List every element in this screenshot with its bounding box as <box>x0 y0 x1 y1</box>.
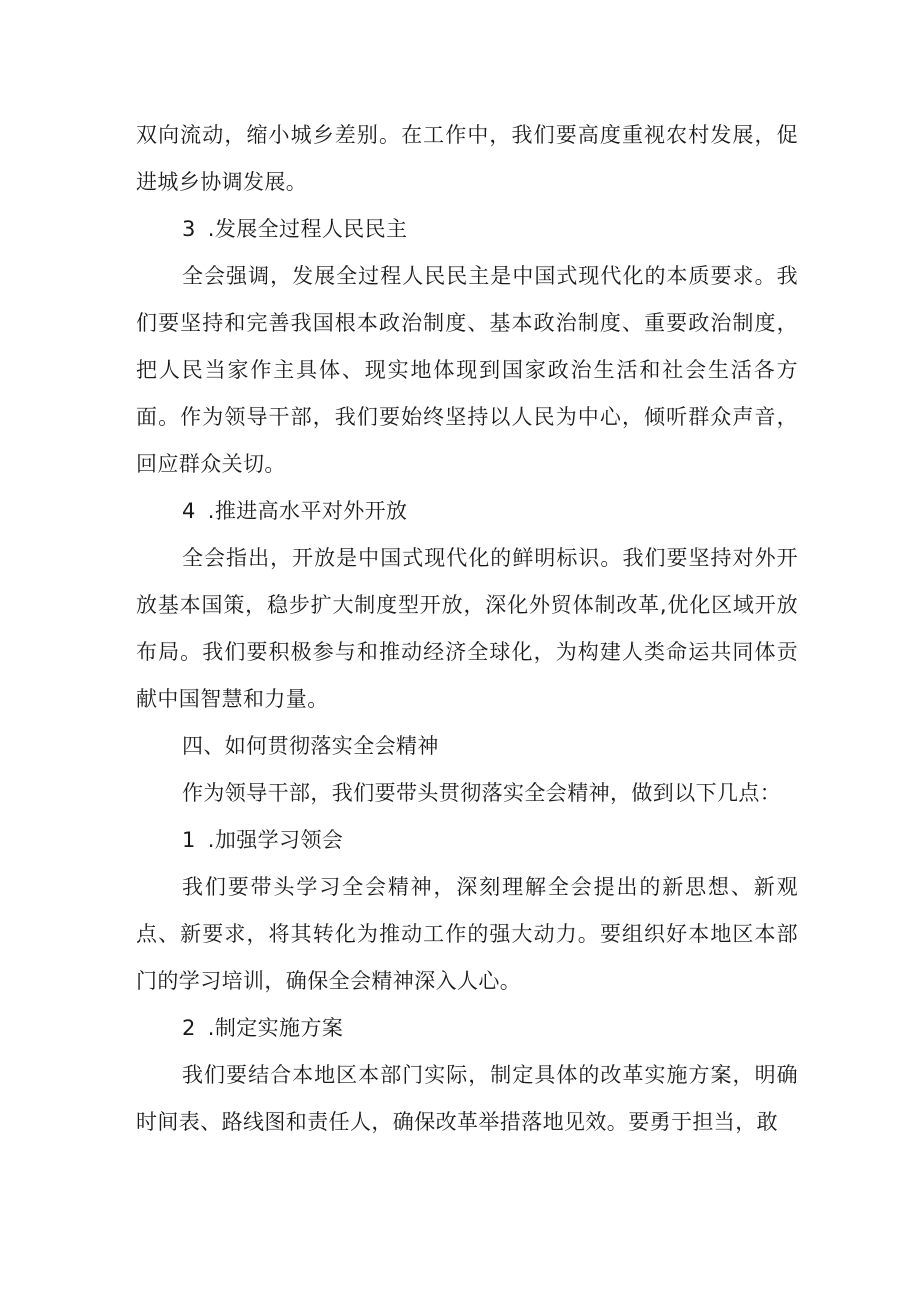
subheading-text: .加强学习领会 <box>207 828 344 852</box>
subheading-number: 2 <box>182 1016 196 1040</box>
paragraph-continuation: 双向流动，缩小城乡差别。在工作中，我们要高度重视农村发展，促进城乡协调发展。 <box>136 123 798 194</box>
subheading-4 <box>136 488 798 535</box>
subheading-2 <box>136 1005 798 1052</box>
subheading-text: .推进高水平对外开放 <box>207 499 408 523</box>
subheading-text: .发展全过程人民民主 <box>207 217 408 241</box>
paragraph: 全会强调，发展全过程人民民主是中国式现代化的本质要求。我们要坚持和完善我国根本政治制度、基本政治制度、重要政治制度，把人民当家作主具体、现实地体现到国家政治生活和社会生活各方面。作为领导干部，我们要始终坚持以人民为中心，倾听群众声音，回应群众关切。 <box>136 264 798 476</box>
section-heading: 四、如何贯彻落实全会精神 <box>182 734 439 758</box>
subheading-1 <box>136 817 798 864</box>
subheading-text: .制定实施方案 <box>207 1016 344 1040</box>
paragraph: 我们要结合本地区本部门实际，制定具体的改革实施方案，明确时间表、路线图和责任人，确保改革举措落地见效。要勇于担当，敢 <box>136 1063 798 1134</box>
paragraph: 我们要带头学习全会精神，深刻理解全会提出的新思想、新观点、新要求，将其转化为推动工作的强大动力。要组织好本地区本部门的学习培训，确保全会精神深入人心。 <box>136 875 798 993</box>
paragraph: 作为领导干部，我们要带头贯彻落实全会精神，做到以下几点： <box>182 781 782 805</box>
paragraph: 全会指出，开放是中国式现代化的鲜明标识。我们要坚持对外开放基本国策，稳步扩大制度型开放，深化外贸体制改革,优化区域开放布局。我们要积极参与和推动经济全球化，为构建人类命运共同体贡献中国智慧和力量。 <box>136 546 798 711</box>
subheading-number: 4 <box>182 499 196 523</box>
document-body <box>136 112 798 1146</box>
subheading-number: 3 <box>182 217 196 241</box>
subheading-number: 1 <box>182 828 196 852</box>
subheading-3 <box>136 206 798 253</box>
